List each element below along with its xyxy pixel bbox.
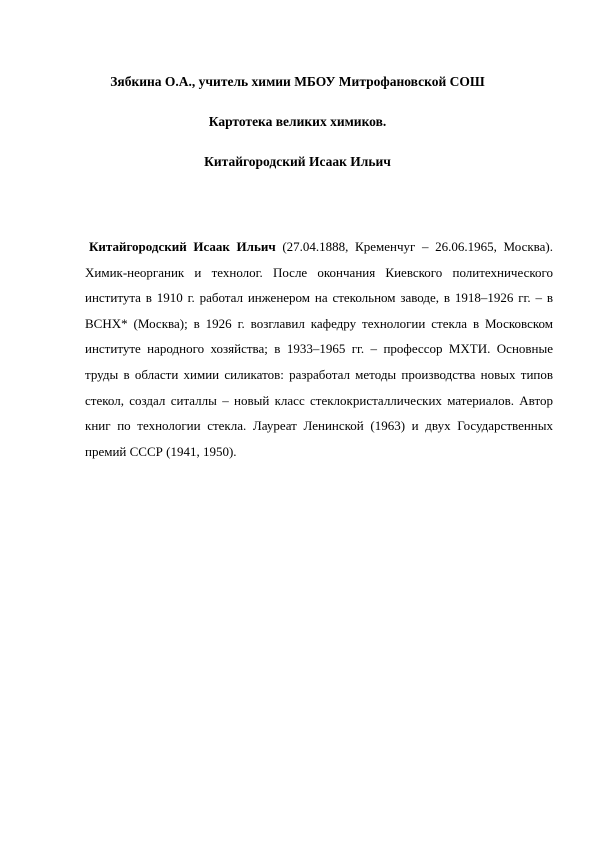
biography-paragraph — [85, 234, 553, 464]
biography-body: (27.04.1888, Кременчуг – 26.06.1965, Москва). Химик-неорганик и технолог. После окончания Киевского политехнического института в 1910 г. работал инженером на стекольном заводе, в 1918–1926 гг. – в ВСНХ* (Москва); в 1926 г. возглавил кафедру технологии стекла в Московском институте народного хозяйства; в 1933–1965 гг. – профессор МХТИ. Основные труды в области химии силикатов: разработал методы производства новых типов стекол, создал ситаллы – новый класс стеклокристаллических материалов. Автор книг по технологии стекла. Лауреат Ленинской (1963) и двух Государственных премий СССР (1941, 1950). — [85, 239, 553, 459]
biography-lead-name: Китайгородский Исаак Ильич — [89, 239, 276, 254]
person-name-heading: Китайгородский Исаак Ильич — [204, 154, 391, 169]
author-line: Зябкина О.А., учитель химии МБОУ Митрофановской СОШ — [110, 74, 485, 89]
card-title: Картотека великих химиков. — [208, 114, 387, 129]
